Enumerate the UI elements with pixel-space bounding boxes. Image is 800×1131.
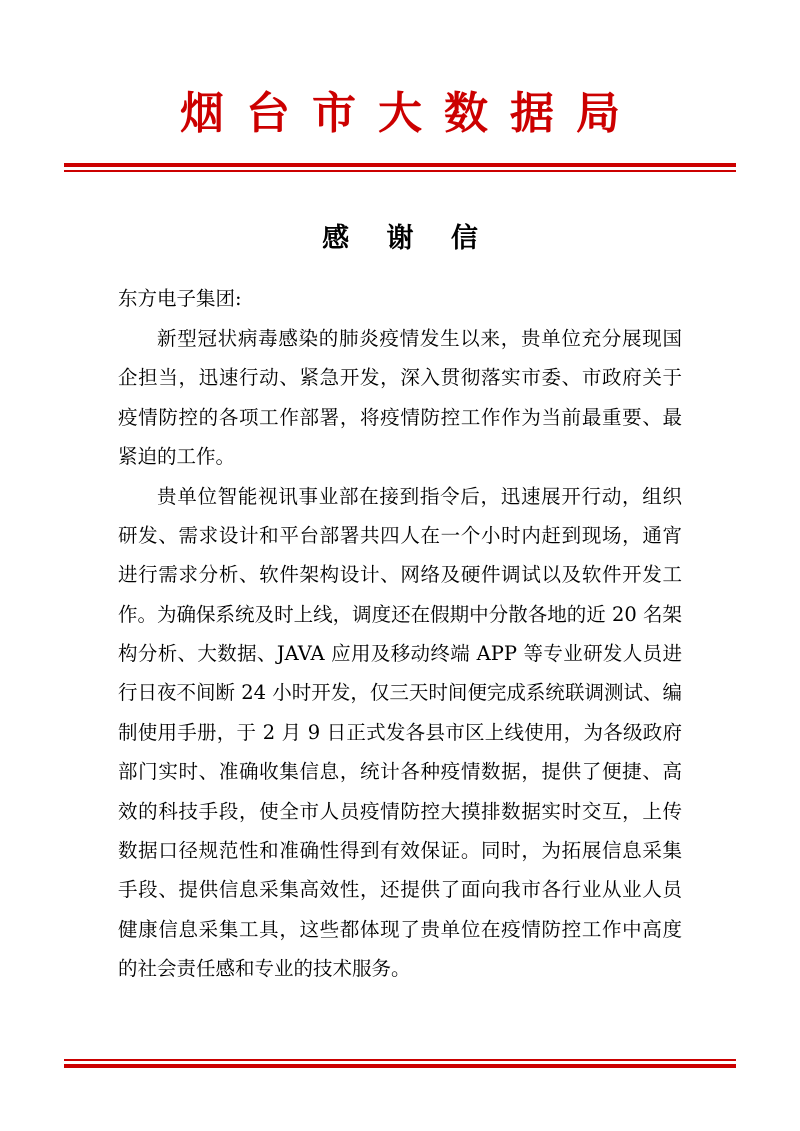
footer-divider-thick-line xyxy=(64,1064,736,1068)
body-paragraph-1: 新型冠状病毒感染的肺炎疫情发生以来，贵单位充分展现国企担当，迅速行动、紧急开发，深入贯彻落实市委、市政府关于疫情防控的各项工作部署，将疫情防控工作作为当前最重要、最紧迫的工作。 xyxy=(118,327,682,469)
letterhead xyxy=(0,0,800,141)
body-paragraph-2: 贵单位智能视讯事业部在接到指令后，迅速展开行动，组织研发、需求设计和平台部署共四人在一个小时内赶到现场，通宵进行需求分析、软件架构设计、网络及硬件调试以及软件开发工作。为确保系统及时上线，调度还在假期中分散各地的近 20 名架构分析、大数据、JAVA 应用及移动终端 APP 等专业研发人员进行日夜不间断 24 小时开发，仅三天时间便完成系统联调测试、编制使用手册，于 2 月 9 日正式发各县市区上线使用，为各级政府部门实时、准确收集信息，统计各种疫情数据，提供了便捷、高效的科技手段，使全市人员疫情防控大摸排数据实时交互，上传数据口径规范性和准确性得到有效保证。同时，为拓展信息采集手段、提供信息采集高效性，还提供了面向我市各行业从业人员健康信息采集工具，这些都体现了贵单位在疫情防控工作中高度的社会责任感和专业的技术服务。 xyxy=(118,484,682,981)
letterhead-divider-thin-line xyxy=(64,170,736,172)
footer-divider xyxy=(64,1059,736,1068)
document-body xyxy=(118,255,682,989)
salutation: 东方电子集团: xyxy=(118,286,242,310)
letterhead-divider xyxy=(64,163,736,172)
letterhead-organization-name: 烟台市大数据局 xyxy=(180,88,642,139)
document-title: 感 谢 信 xyxy=(322,222,492,254)
